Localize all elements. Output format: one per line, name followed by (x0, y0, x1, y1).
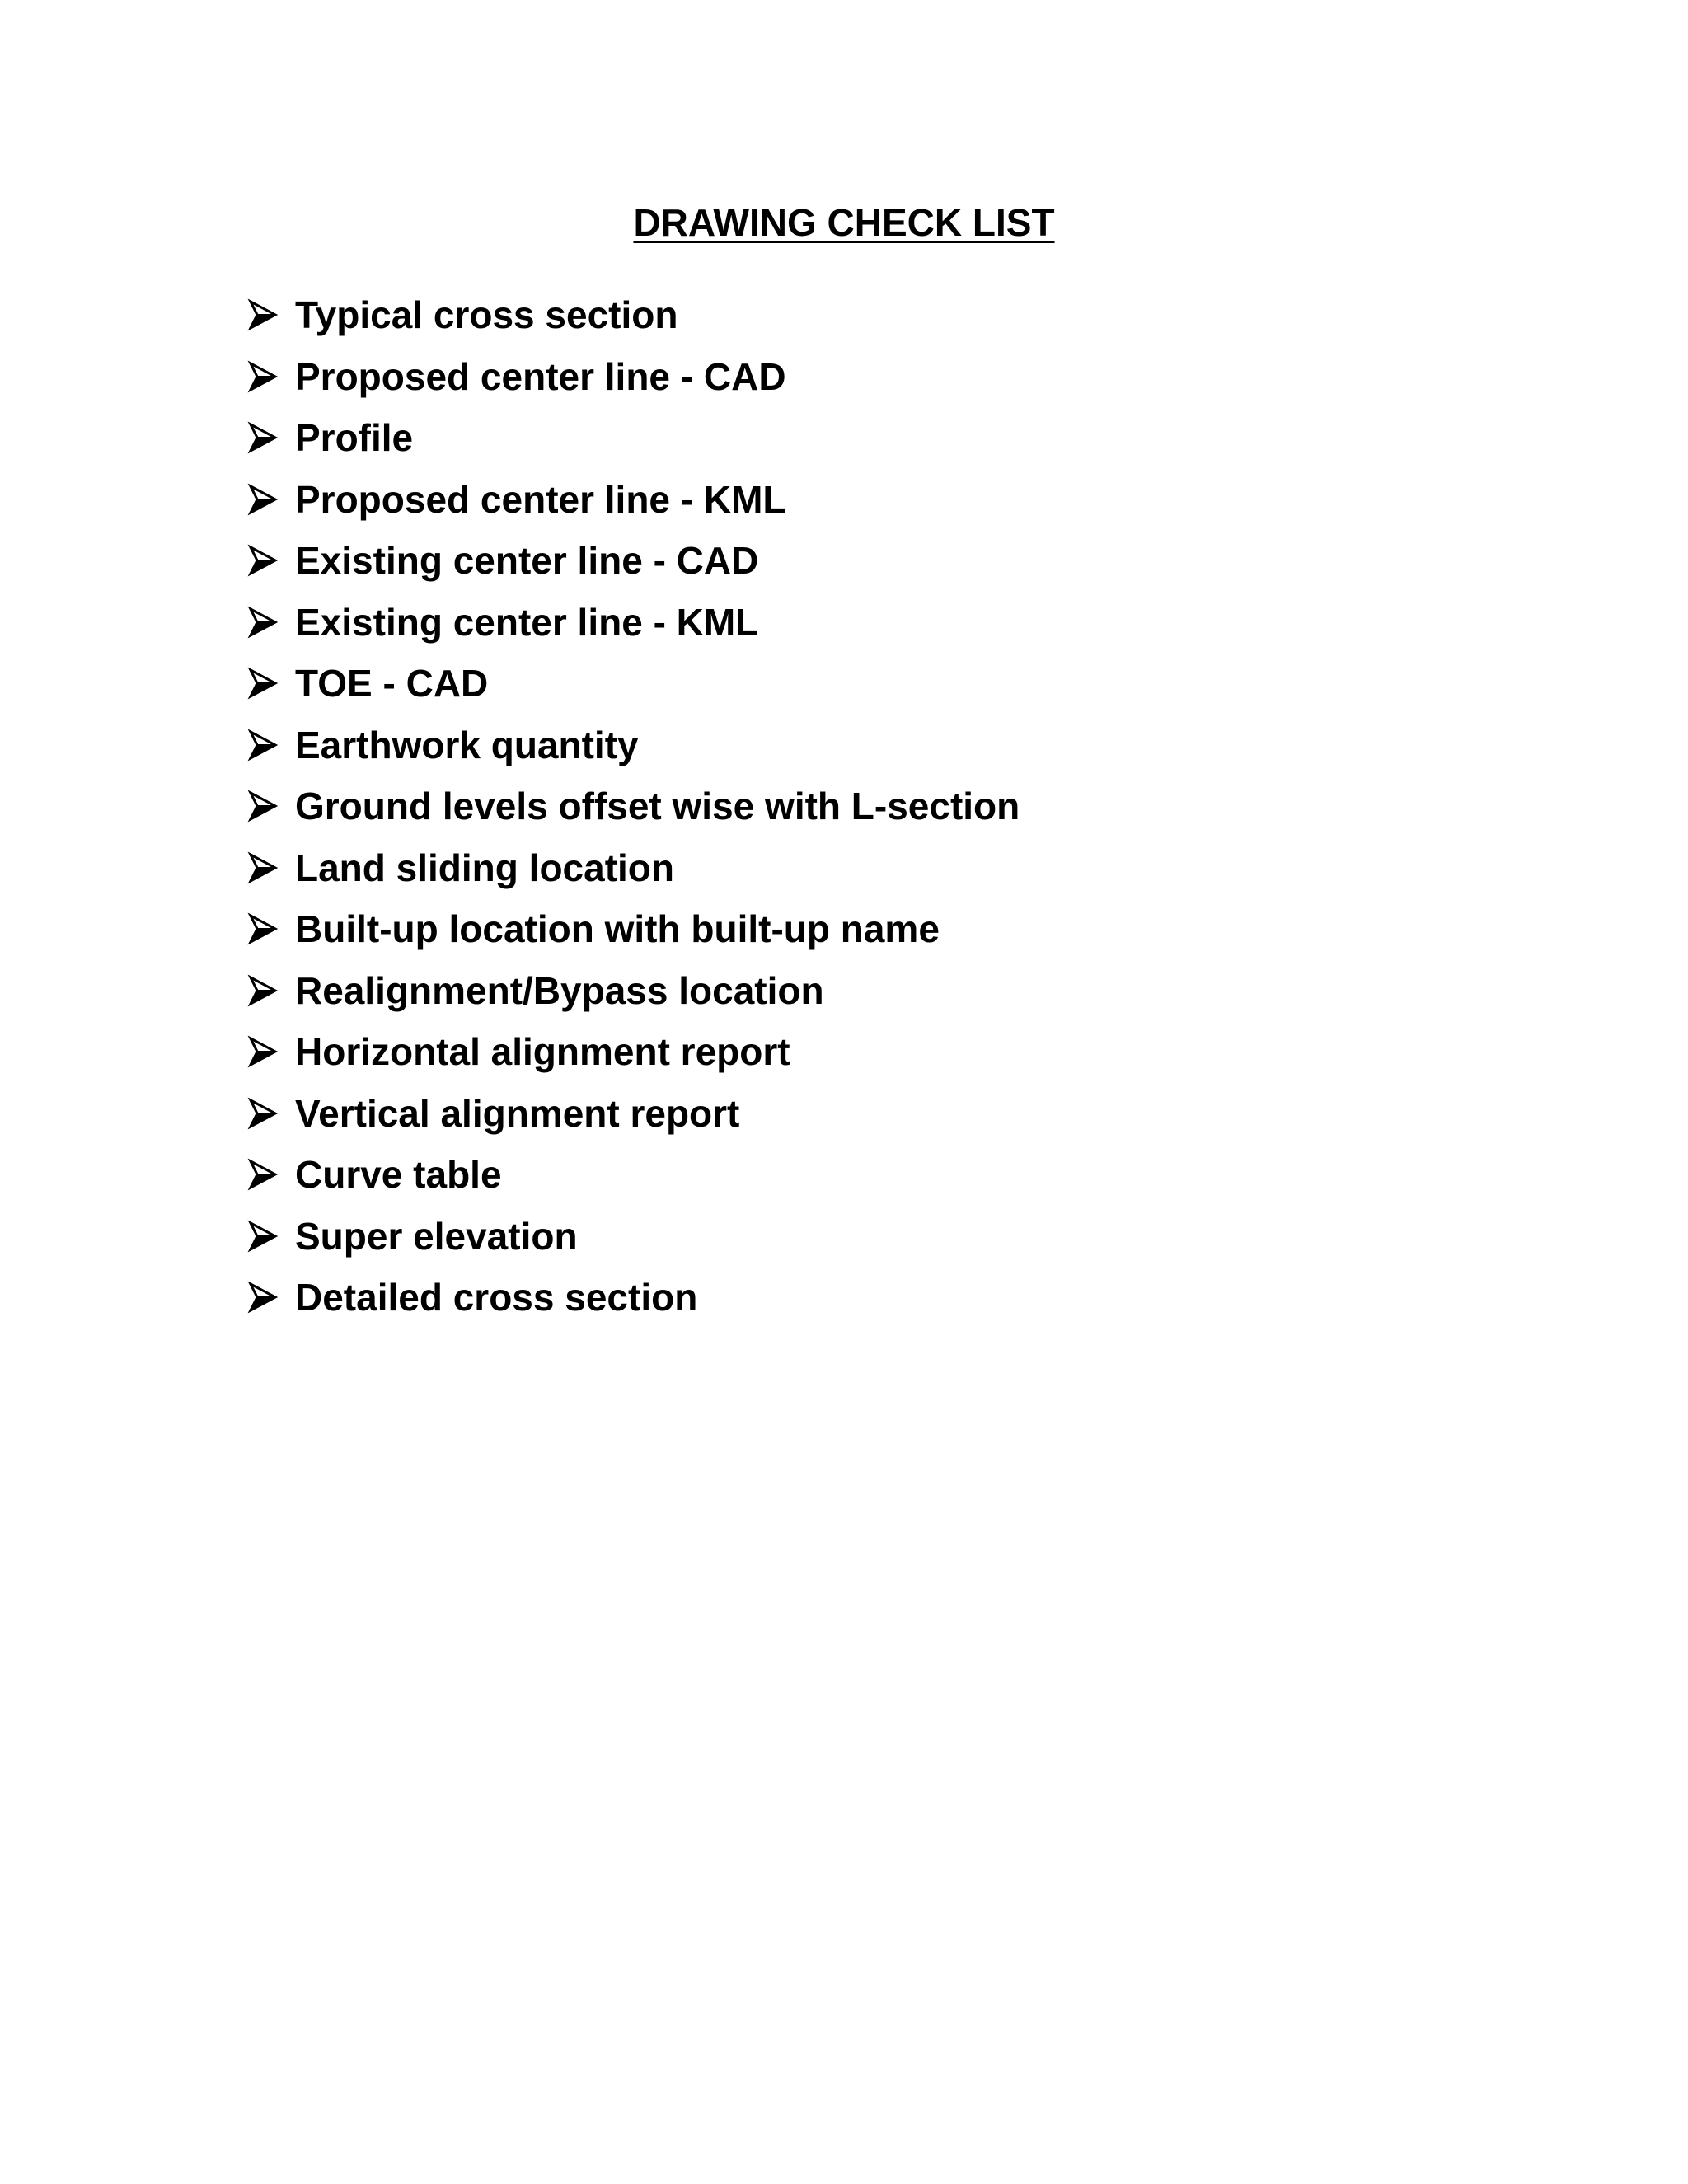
checklist-item-label: Detailed cross section (295, 1276, 698, 1319)
checklist-item (247, 837, 1020, 899)
arrowhead-bullet-icon (247, 542, 295, 579)
checklist-item-label: Profile (295, 416, 414, 460)
arrowhead-bullet-icon (247, 1033, 295, 1070)
arrowhead-bullet-icon (247, 972, 295, 1009)
checklist-item (247, 653, 1020, 715)
checklist-item-label: TOE - CAD (295, 662, 489, 705)
checklist-item-label: Typical cross section (295, 293, 678, 337)
checklist-item-label: Proposed center line - CAD (295, 354, 786, 398)
checklist-item (247, 1021, 1020, 1083)
checklist-item-label: Existing center line - CAD (295, 539, 759, 583)
checklist-item (247, 960, 1020, 1022)
checklist-item-label: Built-up location with built-up name (295, 907, 940, 951)
arrowhead-bullet-icon (247, 1156, 295, 1193)
checklist-item-label: Horizontal alignment report (295, 1030, 790, 1074)
arrowhead-bullet-icon (247, 727, 295, 763)
arrowhead-bullet-icon (247, 665, 295, 701)
checklist-item (247, 530, 1020, 592)
arrowhead-bullet-icon (247, 1218, 295, 1254)
checklist-item (247, 1206, 1020, 1268)
arrowhead-bullet-icon (247, 419, 295, 456)
arrowhead-bullet-icon (247, 359, 295, 395)
checklist-item-label: Curve table (295, 1153, 502, 1197)
checklist-item (247, 346, 1020, 408)
checklist-item (247, 469, 1020, 531)
checklist-item-label: Earthwork quantity (295, 723, 639, 766)
checklist-item (247, 776, 1020, 837)
checklist-item (247, 407, 1020, 469)
checklist-item-label: Super elevation (295, 1214, 578, 1258)
checklist-item (247, 284, 1020, 346)
checklist-item (247, 592, 1020, 654)
checklist-item-label: Land sliding location (295, 846, 674, 889)
checklist-item (247, 1267, 1020, 1329)
arrowhead-bullet-icon (247, 850, 295, 886)
arrowhead-bullet-icon (247, 297, 295, 333)
checklist-item (247, 1144, 1020, 1206)
checklist-item-label: Realignment/Bypass location (295, 968, 824, 1012)
checklist-item-label: Ground levels offset wise with L-section (295, 785, 1020, 828)
page-title: DRAWING CHECK LIST (633, 201, 1055, 244)
checklist (247, 284, 1020, 1329)
arrowhead-bullet-icon (247, 788, 295, 824)
checklist-item-label: Vertical alignment report (295, 1091, 740, 1135)
arrowhead-bullet-icon (247, 911, 295, 947)
arrowhead-bullet-icon (247, 1279, 295, 1315)
arrowhead-bullet-icon (247, 604, 295, 640)
checklist-item (247, 898, 1020, 960)
arrowhead-bullet-icon (247, 1095, 295, 1132)
checklist-item-label: Existing center line - KML (295, 600, 759, 644)
checklist-item (247, 715, 1020, 776)
arrowhead-bullet-icon (247, 481, 295, 518)
checklist-item-label: Proposed center line - KML (295, 477, 786, 521)
checklist-item (247, 1083, 1020, 1145)
